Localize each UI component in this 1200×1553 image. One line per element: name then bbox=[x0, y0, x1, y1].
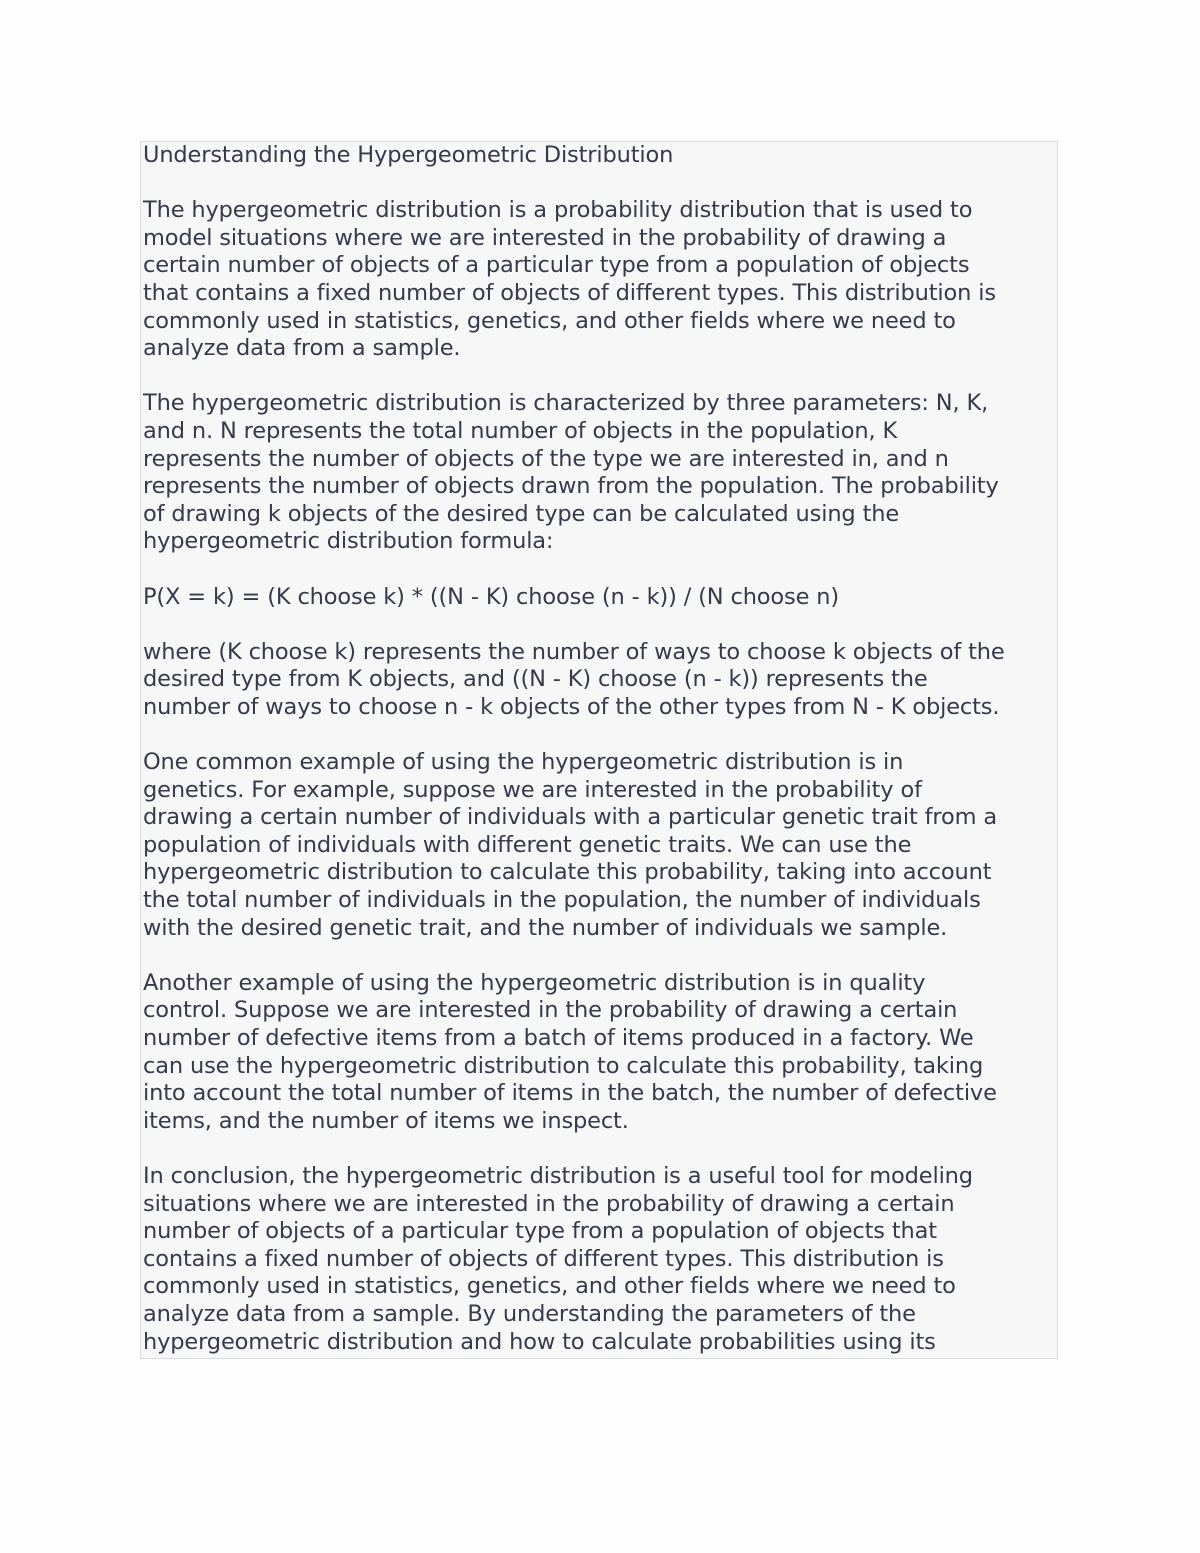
paragraph-5-line: with the desired genetic trait, and the number of individuals we sample. bbox=[143, 914, 948, 941]
blank-line bbox=[143, 556, 1057, 584]
paragraph-7-line: commonly used in statistics, genetics, and other fields where we need to bbox=[143, 1273, 956, 1300]
paragraph-2-line: and n. N represents the total number of objects in the population, K bbox=[143, 417, 898, 444]
document-content bbox=[141, 142, 1057, 1356]
paragraph-1-line: The hypergeometric distribution is a probability distribution that is used to bbox=[143, 197, 973, 224]
paragraph-3-line: P(X = k) = (K choose k) * ((N - K) choose (n - k)) / (N choose n) bbox=[143, 583, 840, 610]
paragraph-5-line: drawing a certain number of individuals with a particular genetic trait from a bbox=[143, 804, 998, 831]
paragraph-1-line: certain number of objects of a particular type from a population of objects bbox=[143, 252, 970, 279]
paragraph-7-line: In conclusion, the hypergeometric distribution is a useful tool for modeling bbox=[143, 1162, 973, 1189]
paragraph-5-line: hypergeometric distribution to calculate this probability, taking into account bbox=[143, 859, 992, 886]
paragraph-6-line: Another example of using the hypergeometric distribution is in quality bbox=[143, 969, 926, 996]
paragraph-1-line: commonly used in statistics, genetics, and other fields where we need to bbox=[143, 307, 956, 334]
paragraph-4-line: number of ways to choose n - k objects of the other types from N - K objects. bbox=[143, 693, 1000, 720]
paragraph-5-line: genetics. For example, suppose we are interested in the probability of bbox=[143, 776, 922, 803]
paragraph-5-line: population of individuals with different genetic traits. We can use the bbox=[143, 831, 912, 858]
paragraph-6-line: items, and the number of items we inspect. bbox=[143, 1107, 629, 1134]
paragraph-2-line: of drawing k objects of the desired type can be calculated using the bbox=[143, 500, 900, 527]
paragraph-6-line: control. Suppose we are interested in the probability of drawing a certain bbox=[143, 997, 958, 1024]
paragraph-4-line: where (K choose k) represents the number of ways to choose k objects of the bbox=[143, 638, 1005, 665]
paragraph-1-line: model situations where we are interested in the probability of drawing a bbox=[143, 224, 947, 251]
paragraph-1-line: analyze data from a sample. bbox=[143, 335, 461, 362]
paragraph-7-line: hypergeometric distribution and how to calculate probabilities using its bbox=[143, 1328, 936, 1355]
paragraph-6-line: into account the total number of items in the batch, the number of defective bbox=[143, 1080, 997, 1107]
blank-line bbox=[143, 363, 1057, 391]
paragraph-6-line: number of defective items from a batch of items produced in a factory. We bbox=[143, 1025, 974, 1051]
paragraph-7-line: contains a fixed number of objects of different types. This distribution is bbox=[143, 1245, 944, 1272]
paragraph-1-line: that contains a fixed number of objects of different types. This distribution is bbox=[143, 279, 996, 306]
blank-line bbox=[143, 942, 1057, 970]
blank-line bbox=[143, 1135, 1057, 1163]
paragraph-7-line: analyze data from a sample. By understanding the parameters of the bbox=[143, 1300, 916, 1327]
paragraph-5-line: One common example of using the hypergeometric distribution is in bbox=[143, 749, 904, 776]
paragraph-2-line: hypergeometric distribution formula: bbox=[143, 528, 554, 555]
paragraph-5-line: the total number of individuals in the population, the number of individuals bbox=[143, 887, 981, 914]
paragraph-7-line: situations where we are interested in the probability of drawing a certain bbox=[143, 1190, 955, 1217]
paragraph-2-line: The hypergeometric distribution is characterized by three parameters: N, K, bbox=[143, 390, 989, 417]
paragraph-7-line: number of objects of a particular type from a population of objects that bbox=[143, 1218, 937, 1245]
paragraph-2-line: represents the number of objects drawn from the population. The probability bbox=[143, 473, 999, 500]
blank-line bbox=[143, 611, 1057, 639]
paragraph-6-line: can use the hypergeometric distribution to calculate this probability, taking bbox=[143, 1052, 984, 1079]
blank-line bbox=[143, 170, 1057, 198]
paragraph-4-line: desired type from K objects, and ((N - K) choose (n - k)) represents the bbox=[143, 666, 928, 693]
text-box bbox=[140, 141, 1058, 1359]
paragraph-2-line: represents the number of objects of the type we are interested in, and n bbox=[143, 445, 949, 472]
blank-line bbox=[143, 721, 1057, 749]
document-title: Understanding the Hypergeometric Distribution bbox=[143, 142, 674, 168]
